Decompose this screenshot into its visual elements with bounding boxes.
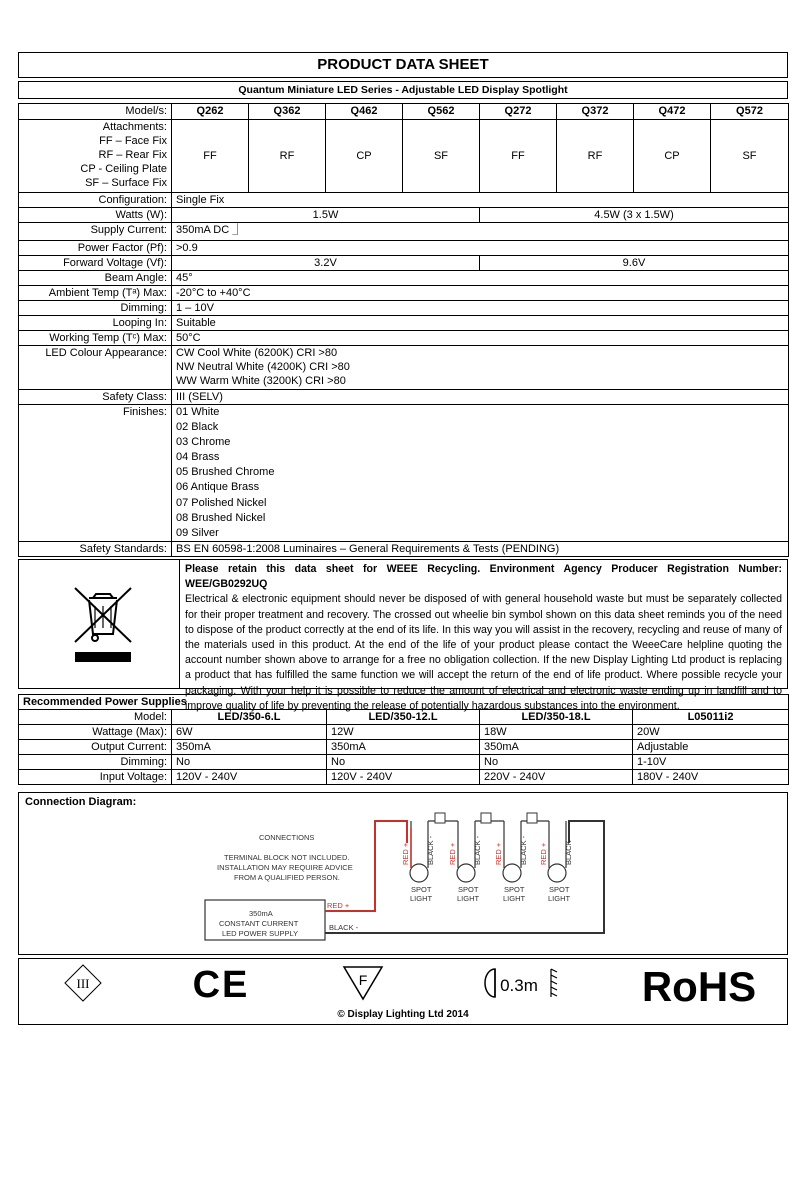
svg-text:RED +: RED + xyxy=(494,842,503,865)
ce-mark-icon: CE xyxy=(192,964,250,1006)
weee-notice xyxy=(185,562,782,714)
working-temp-value: 50°C xyxy=(172,331,789,346)
list-item: 08 Brushed Nickel xyxy=(176,511,266,524)
watts-value: 1.5W xyxy=(172,208,480,223)
weee-bin-icon xyxy=(19,560,180,688)
list-item: CW Cool White (6200K) CRI >80 xyxy=(176,347,338,359)
driver-line: 350mA xyxy=(249,909,273,918)
model-cell: Q462 xyxy=(326,104,403,120)
note-line: FROM A QUALIFIED PERSON. xyxy=(234,873,340,882)
driver-line: LED POWER SUPPLY xyxy=(222,929,299,938)
psu-cell: 20W xyxy=(633,725,789,740)
psu-cell: 120V - 240V xyxy=(327,770,480,785)
watts-value: 4.5W (3 x 1.5W) xyxy=(480,208,789,223)
dimming-value: 1 – 10V xyxy=(172,301,789,316)
finishes-list xyxy=(172,405,789,542)
psu-label: Wattage (Max): xyxy=(19,725,172,740)
spec-label: Safety Class: xyxy=(19,390,172,405)
list-item: 02 Black xyxy=(176,421,219,434)
certifications-section xyxy=(18,958,788,1025)
power-factor-value: >0.9 xyxy=(172,241,789,256)
list-item: 01 White xyxy=(176,406,220,418)
attachment-cell: RF xyxy=(249,120,326,193)
list-item: WW Warm White (3200K) CRI >80 xyxy=(176,375,346,387)
voltage-value: 9.6V xyxy=(480,256,789,271)
spec-label: Dimming: xyxy=(19,301,172,316)
terminal-block xyxy=(435,813,445,823)
spec-label: Safety Standards: xyxy=(19,542,172,557)
spec-label: Power Factor (Pf): xyxy=(19,241,172,256)
weee-heading: Please retain this data sheet for WEEE Recycling. Environment Agency Producer Registration Number: WEE/GB0292UQ xyxy=(185,563,782,591)
list-item: NW Neutral White (4200K) CRI >80 xyxy=(176,361,350,373)
psu-model: LED/350-12.L xyxy=(327,710,480,725)
model-cell: Q272 xyxy=(480,104,557,120)
psu-cell: No xyxy=(327,755,480,770)
svg-text:LIGHT: LIGHT xyxy=(457,894,480,903)
spec-label: Ambient Temp (Tᵃ) Max: xyxy=(19,286,172,301)
distance-icon xyxy=(485,969,557,997)
psu-model: LED/350-6.L xyxy=(172,710,327,725)
terminal-block xyxy=(527,813,537,823)
attachment-cell: FF xyxy=(172,120,249,193)
wire-red-label: RED + xyxy=(327,901,350,910)
spec-label: Supply Current: xyxy=(19,223,172,241)
spec-label: LED Colour Appearance: xyxy=(19,346,172,390)
dc-symbol-icon: ⏌ xyxy=(232,224,244,236)
attachment-cell: FF xyxy=(480,120,557,193)
psu-label: Model: xyxy=(19,710,172,725)
terminal-block xyxy=(481,813,491,823)
connection-heading: Connection Diagram: xyxy=(25,796,137,808)
svg-text:RED +: RED + xyxy=(448,842,457,865)
psu-model: LED/350-18.L xyxy=(480,710,633,725)
spec-label: Watts (W): xyxy=(19,208,172,223)
svg-text:LIGHT: LIGHT xyxy=(410,894,433,903)
configuration-value: Single Fix xyxy=(172,193,789,208)
svg-text:F: F xyxy=(358,972,368,988)
weee-body: Electrical & electronic equipment should never be disposed of with general household waste but must be separately collected for their proper treatment and recovery. The crossed out wheelie bin symbol shown on this data sheet reminds you of the need to dispose of the product correctly at the end of its life. In this way you will assist in the recovery, recycling and reuse of many of the materials used in this product. At the end of the life of your product please contact the WeeeCare helpline quoting the account number shown above to arrange for a free no obligation collection. If the new Display Lighting Ltd product is replacing a product that has fulfilled the same function we will accept the return of the end of life product. Where possible recycle your packaging. With your help it is possible to reduce the amount of electrical and electronic waste ending up in landfill and to improve quality of life by preventing the release of potentially hazardous substances into the environment. xyxy=(185,593,782,712)
svg-text:LIGHT: LIGHT xyxy=(548,894,571,903)
spec-table xyxy=(18,103,789,557)
spec-label: Looping In: xyxy=(19,316,172,331)
svg-text:SPOT: SPOT xyxy=(458,885,479,894)
psu-label: Input Voltage: xyxy=(19,770,172,785)
psu-cell: 350mA xyxy=(172,740,327,755)
list-item: 06 Antique Brass xyxy=(176,481,260,494)
svg-text:LIGHT: LIGHT xyxy=(503,894,526,903)
svg-text:SPOT: SPOT xyxy=(504,885,525,894)
psu-model: L05011i2 xyxy=(633,710,789,725)
black-wire xyxy=(325,821,604,933)
psu-cell: No xyxy=(480,755,633,770)
spec-label: Finishes: xyxy=(19,405,172,542)
svg-text:SPOT: SPOT xyxy=(411,885,432,894)
list-item: 09 Silver xyxy=(176,526,219,539)
psu-label: Dimming: xyxy=(19,755,172,770)
svg-text:BLACK -: BLACK - xyxy=(473,835,482,865)
model-cell: Q362 xyxy=(249,104,326,120)
psu-cell: 180V - 240V xyxy=(633,770,789,785)
svg-text:RED +: RED + xyxy=(539,842,548,865)
spec-label: Forward Voltage (Vf): xyxy=(19,256,172,271)
wiring-diagram xyxy=(19,793,787,954)
rohs-icon: RoHS xyxy=(641,963,757,1009)
attachment-cell: CP xyxy=(326,120,403,193)
model-cell: Q262 xyxy=(172,104,249,120)
ambient-temp-value: -20°C to +40°C xyxy=(172,286,789,301)
colour-list xyxy=(172,346,789,390)
list-item: 03 Chrome xyxy=(176,436,231,449)
spec-row-model xyxy=(19,104,789,120)
note-line: TERMINAL BLOCK NOT INCLUDED. xyxy=(224,853,350,862)
driver-line: CONSTANT CURRENT xyxy=(219,919,299,928)
list-item: 05 Brushed Chrome xyxy=(176,466,275,479)
psu-cell: 350mA xyxy=(480,740,633,755)
beam-angle-value: 45° xyxy=(172,271,789,286)
spec-row-attachments xyxy=(19,120,789,193)
class-iii-icon xyxy=(65,965,101,1001)
psu-heading: Recommended Power Supplies xyxy=(19,695,789,710)
model-cell: Q572 xyxy=(711,104,789,120)
voltage-value: 3.2V xyxy=(172,256,480,271)
f-mark-icon xyxy=(344,967,382,999)
spec-label: Attachments: FF – Face Fix RF – Rear Fix CP - Ceiling Plate SF – Surface Fix xyxy=(19,120,172,193)
model-cell: Q372 xyxy=(557,104,634,120)
model-cell: Q562 xyxy=(403,104,480,120)
svg-text:RED +: RED + xyxy=(401,842,410,865)
model-cell: Q472 xyxy=(634,104,711,120)
page-subtitle: Quantum Miniature LED Series - Adjustable LED Display Spotlight xyxy=(18,81,788,99)
attachment-cell: SF xyxy=(403,120,480,193)
psu-cell: 1-10V xyxy=(633,755,789,770)
svg-text:III: III xyxy=(76,976,90,991)
looping-value: Suitable xyxy=(172,316,789,331)
spec-label: Configuration: xyxy=(19,193,172,208)
page-title: PRODUCT DATA SHEET xyxy=(18,52,788,78)
psu-cell: 12W xyxy=(327,725,480,740)
attachment-cell: SF xyxy=(711,120,789,193)
svg-text:BLACK -: BLACK - xyxy=(426,835,435,865)
psu-cell: No xyxy=(172,755,327,770)
svg-text:BLACK -: BLACK - xyxy=(564,835,573,865)
psu-label: Output Current: xyxy=(19,740,172,755)
connection-section xyxy=(18,792,788,955)
standards-value: BS EN 60598-1:2008 Luminaires – General Requirements & Tests (PENDING) xyxy=(172,542,789,557)
supply-current-value: 350mA DC ⏌ xyxy=(172,223,789,241)
note-line: INSTALLATION MAY REQUIRE ADVICE xyxy=(217,863,353,872)
spec-label: Model/s: xyxy=(19,104,172,120)
svg-text:BLACK -: BLACK - xyxy=(519,835,528,865)
psu-cell: 350mA xyxy=(327,740,480,755)
psu-cell: 120V - 240V xyxy=(172,770,327,785)
list-item: 07 Polished Nickel xyxy=(176,496,267,509)
list-item: 04 Brass xyxy=(176,451,220,464)
psu-cell: 220V - 240V xyxy=(480,770,633,785)
attachment-cell: CP xyxy=(634,120,711,193)
wire-black-label: BLACK - xyxy=(329,923,359,932)
psu-cell: 18W xyxy=(480,725,633,740)
connections-title: CONNECTIONS xyxy=(259,833,315,842)
psu-cell: Adjustable xyxy=(633,740,789,755)
spec-label: Working Temp (Tᶜ) Max: xyxy=(19,331,172,346)
copyright: © Display Lighting Ltd 2014 xyxy=(337,1009,469,1020)
power-supply-table xyxy=(18,694,789,785)
safety-class-value: III (SELV) xyxy=(172,390,789,405)
spec-label: Beam Angle: xyxy=(19,271,172,286)
svg-text:0.3m: 0.3m xyxy=(500,976,538,995)
psu-cell: 6W xyxy=(172,725,327,740)
svg-text:SPOT: SPOT xyxy=(549,885,570,894)
attachment-cell: RF xyxy=(557,120,634,193)
